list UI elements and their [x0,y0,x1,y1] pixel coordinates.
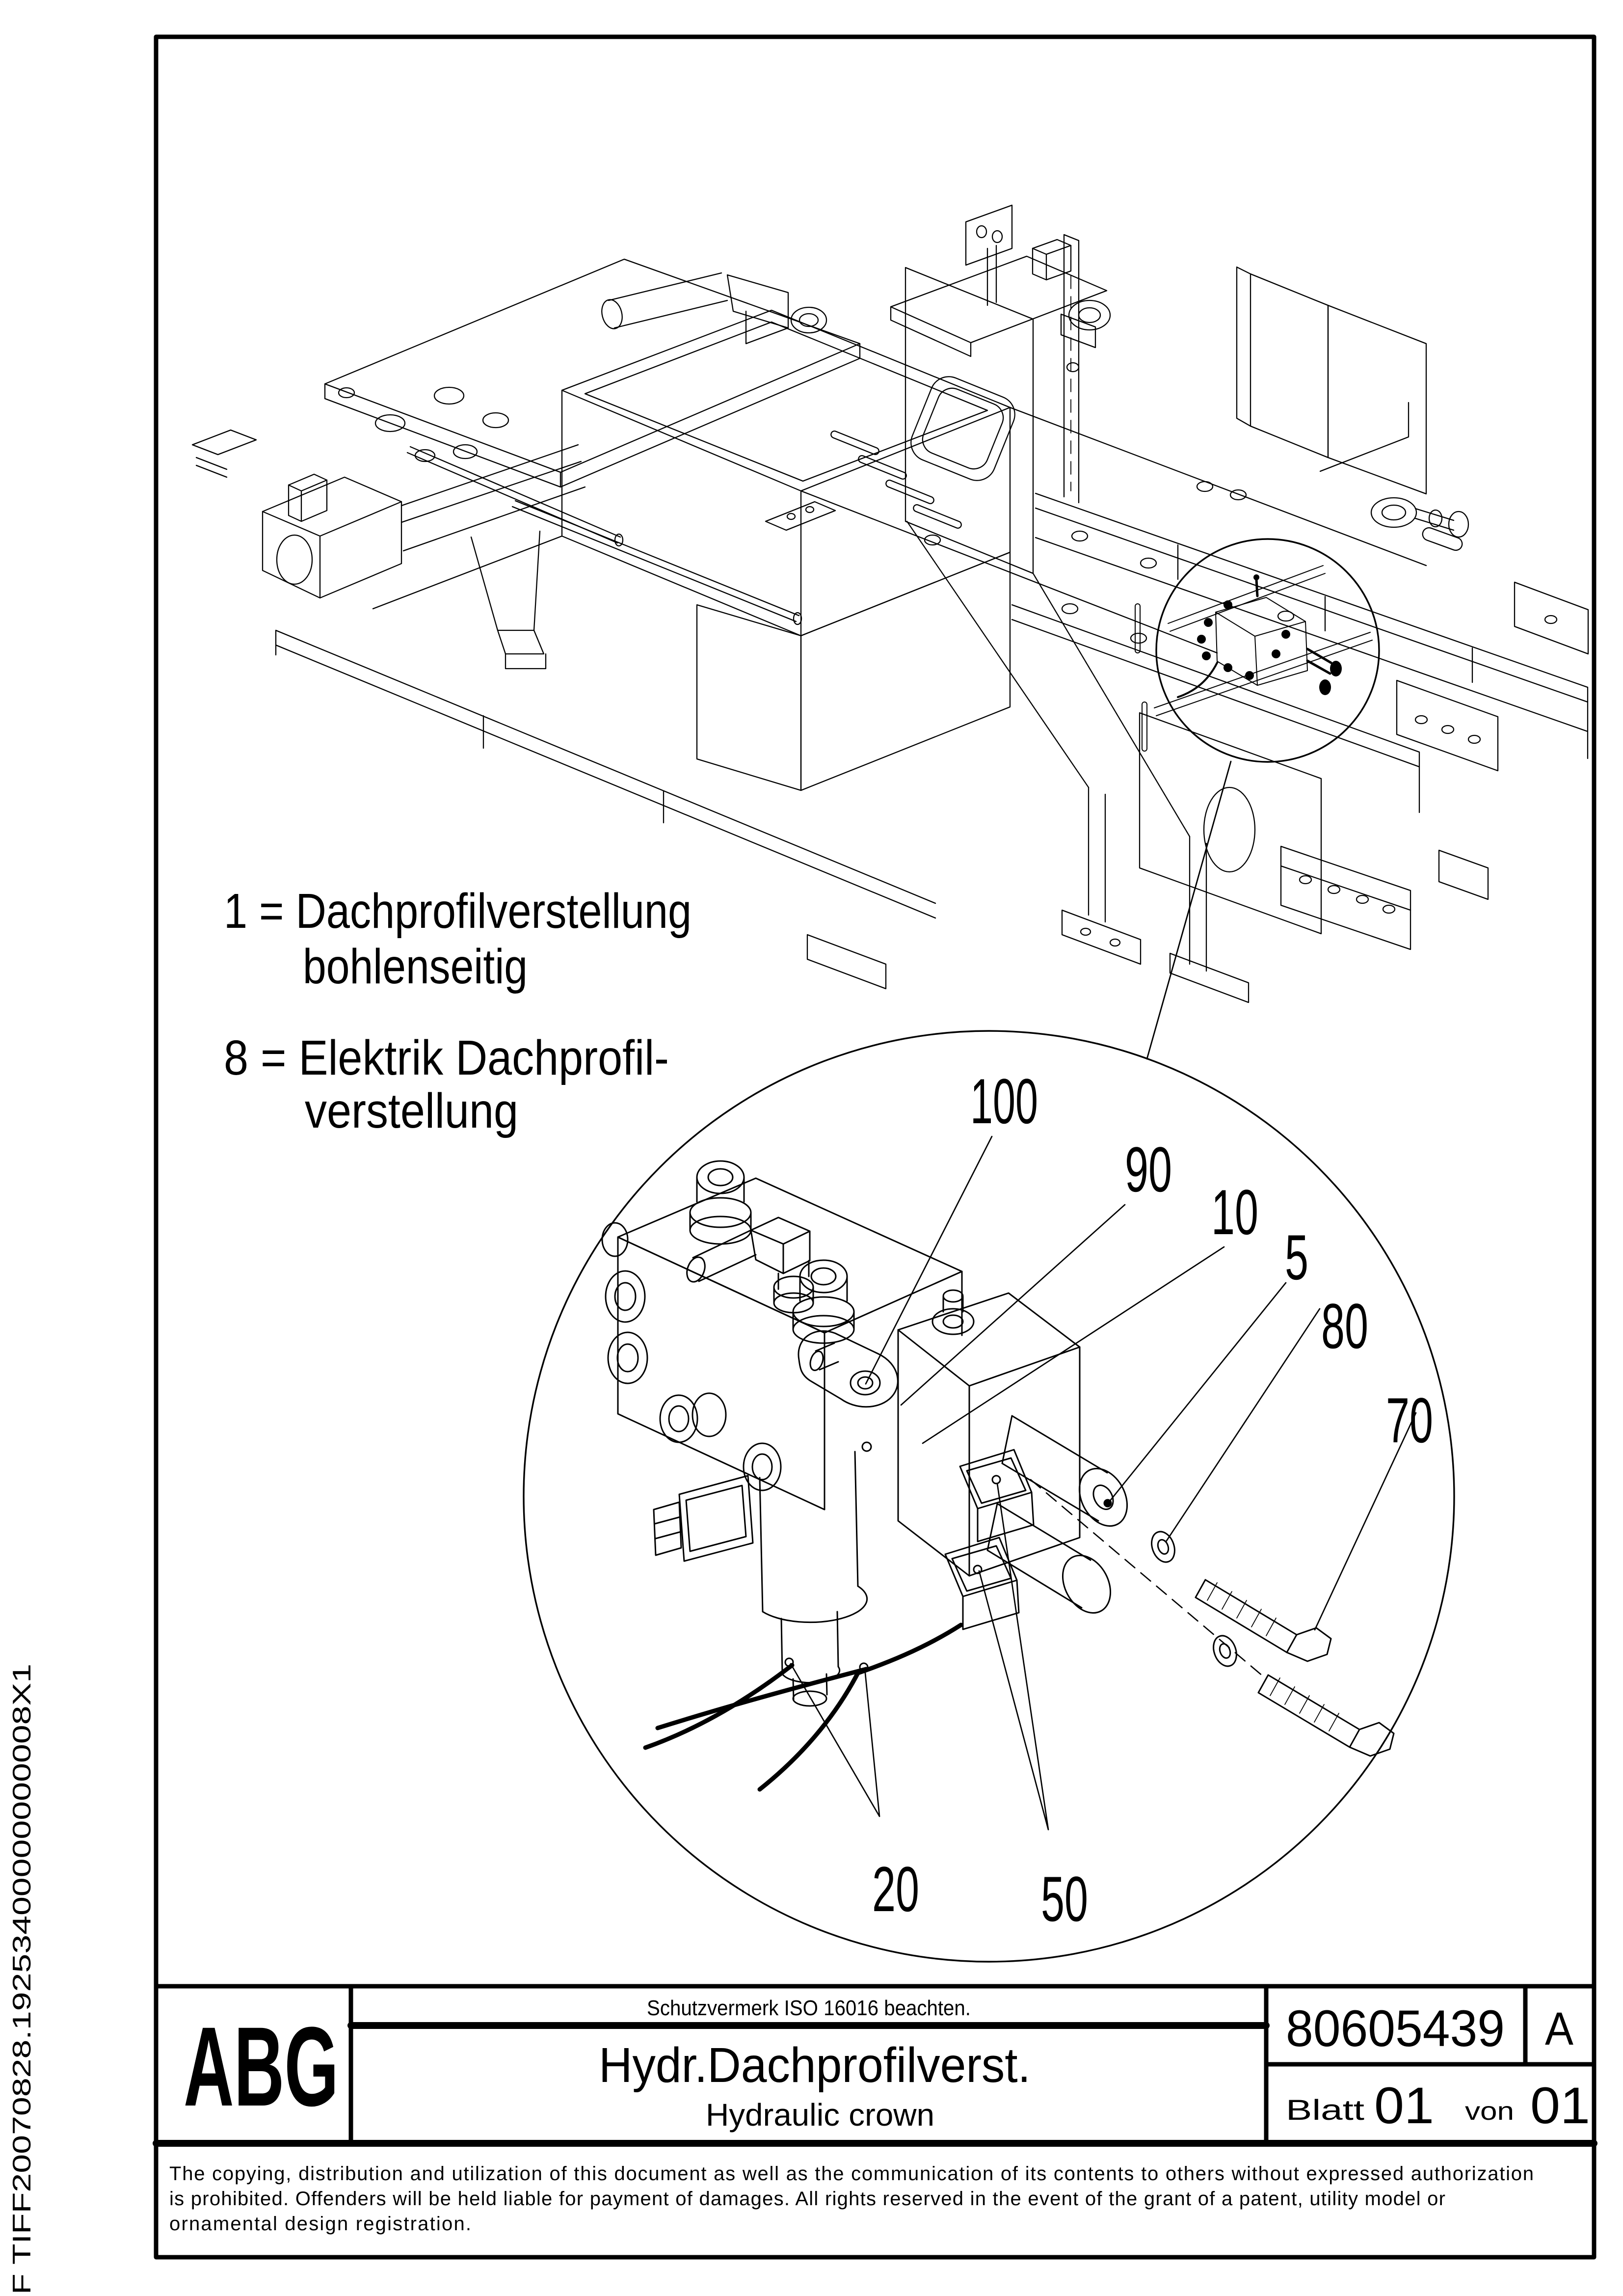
callout-10: 10 [1211,1176,1258,1248]
detail-leader-line [1147,761,1231,1059]
callout-50: 50 [1041,1863,1088,1935]
copyright-line-1: The copying, distribution and utilization of this document as well as the communication of its contents to others without expressed authorization [169,2163,1534,2185]
callout-70: 70 [1386,1384,1433,1456]
callout-5: 5 [1285,1221,1308,1293]
callout-leaders [791,1136,1416,1830]
sheet-total: 01 [1530,2077,1590,2134]
film-code: F TIFF20070828.19253400000000008X1 [8,1825,36,2295]
valve-block-silhouette [1197,574,1342,695]
document-number: 80605439 [1286,2000,1505,2057]
title-block [169,1996,1590,2235]
legend-item-1-line-2: bohlenseitig [303,939,528,994]
drawing-title-de: Hydr.Dachprofilverst. [599,2038,1031,2093]
revision-letter: A [1545,2003,1574,2055]
detail-view [524,1031,1454,1962]
detail-indicator-circle [1135,539,1379,762]
copyright-line-2: is prohibited. Offenders will be held liable for payment of damages. All rights reserved in the event of the grant of a patent, utility model or [169,2188,1445,2210]
legend-item-8-line-1: 8 = Elektrik Dachprofil- [224,1030,669,1085]
abg-logo: ABG [184,2003,339,2130]
legend-item-8-line-2: verstellung [305,1083,518,1138]
callout-labels [872,1065,1433,1935]
protection-notice: Schutzvermerk ISO 16016 beachten. [647,1996,971,2020]
sheet-label: Blatt [1286,2094,1364,2126]
detail-circle [524,1031,1454,1962]
machine-frame-drawing [192,205,1588,1002]
callout-100: 100 [970,1065,1038,1137]
legend [224,884,692,1138]
drawing-title-en: Hydraulic crown [706,2097,934,2133]
copyright-line-3: ornamental design registration. [169,2213,471,2235]
callout-20: 20 [872,1853,919,1925]
sheet-of-label: von [1465,2097,1514,2126]
callout-90: 90 [1125,1134,1172,1205]
sheet-number: 01 [1374,2077,1434,2134]
legend-item-1-line-1: 1 = Dachprofilverstellung [224,884,692,939]
callout-80: 80 [1321,1290,1368,1362]
